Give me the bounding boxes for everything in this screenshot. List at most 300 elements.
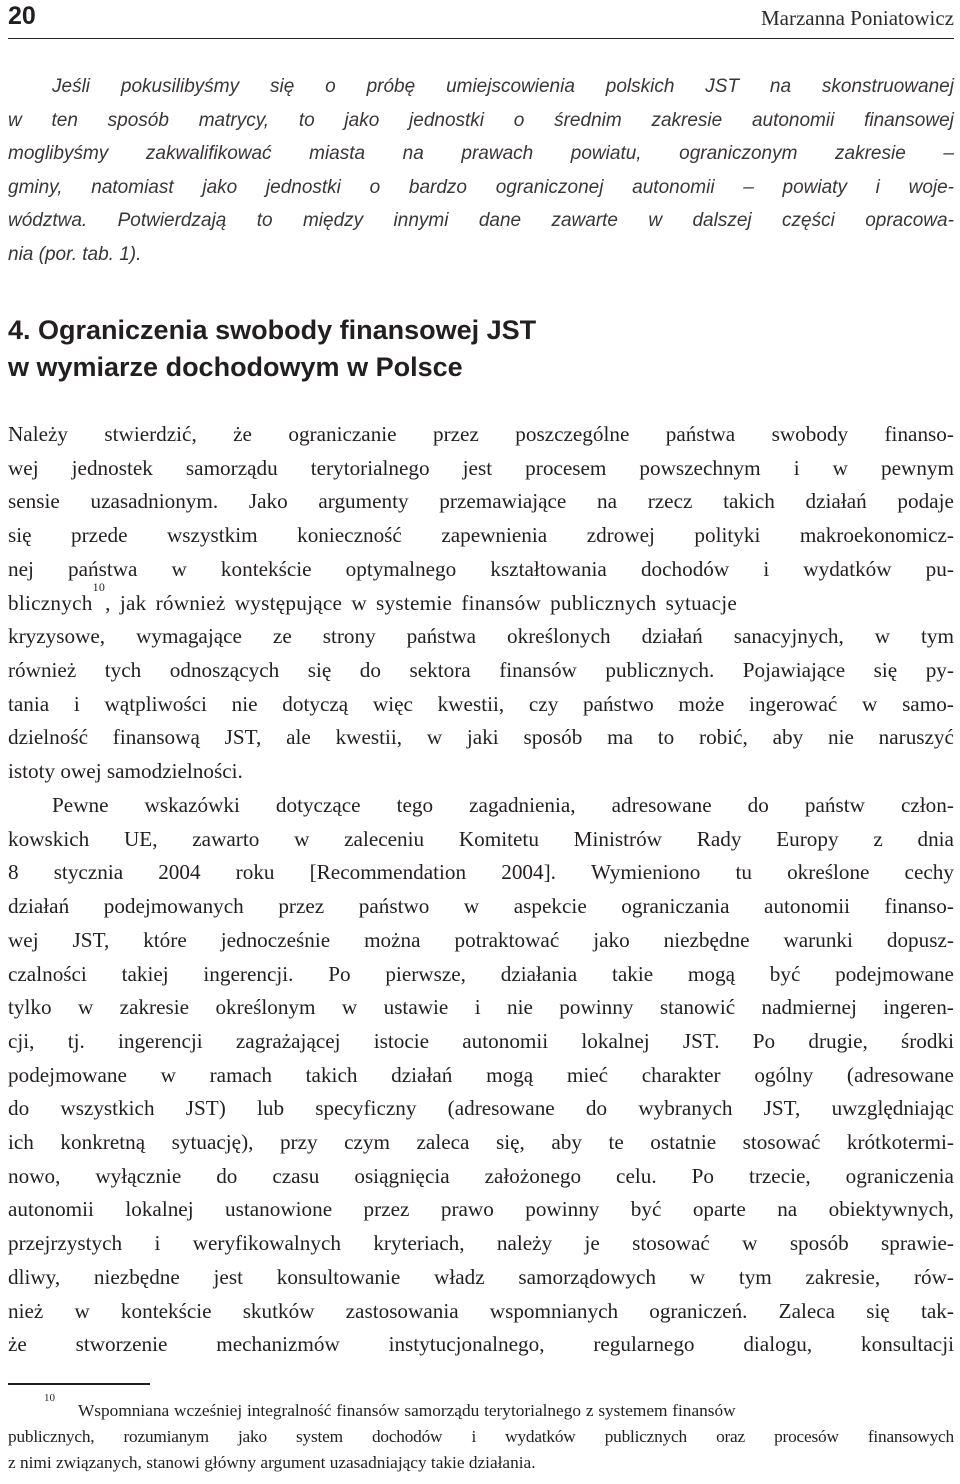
word: w <box>648 210 663 231</box>
word: to <box>256 210 273 231</box>
word: opracowa- <box>865 210 954 231</box>
word: kwestii, <box>437 691 505 716</box>
word: ostatnie <box>650 1130 717 1155</box>
word: sposób <box>523 725 583 750</box>
word: określonych <box>507 624 611 649</box>
word: ograniczenia <box>845 1163 954 1188</box>
word: wszystkich <box>60 1096 155 1121</box>
word: Wymieniono <box>591 860 701 885</box>
word: ogólny <box>754 1062 814 1087</box>
word: w <box>742 1231 758 1256</box>
word: obiektywnych, <box>828 1197 954 1222</box>
word: konsultacji <box>861 1332 954 1357</box>
word: państwa <box>665 422 736 446</box>
footnote-reference[interactable]: 10 <box>92 579 106 594</box>
word: nież <box>8 1298 44 1323</box>
word: się, <box>495 1130 525 1155</box>
word: – <box>743 176 754 198</box>
word: założonego <box>484 1163 582 1188</box>
word: istocie <box>373 1028 430 1053</box>
word: do <box>8 1096 30 1121</box>
word: JST, <box>224 725 262 750</box>
text-line <box>8 1261 954 1295</box>
word: w <box>294 826 310 851</box>
word: zakresie <box>651 109 723 131</box>
word: powszechnym <box>639 455 761 480</box>
word: finansową <box>112 725 200 750</box>
word: celu. <box>616 1163 657 1188</box>
word: w <box>463 894 480 919</box>
word: procesów <box>774 1427 839 1446</box>
word: państw <box>804 793 865 817</box>
text-line <box>8 104 954 138</box>
word: Ministrów <box>573 826 662 851</box>
word: na <box>777 1197 798 1222</box>
word: w <box>689 1264 706 1289</box>
footnote-line: z nimi związanych, stanowi główny argument uzasadniający takie działania. <box>8 1453 536 1472</box>
word: między <box>302 210 364 231</box>
word: należy <box>496 1231 553 1256</box>
text-line <box>8 620 954 654</box>
word: państwa <box>67 556 138 581</box>
word: władz <box>434 1264 485 1289</box>
word: Europy <box>776 826 839 851</box>
word: aspekcie <box>513 894 587 919</box>
word: ramach <box>209 1062 272 1087</box>
word: nie <box>507 995 533 1020</box>
word: nowo, <box>8 1163 61 1188</box>
word: terytorialnego <box>310 455 430 480</box>
word: przemawiające <box>439 489 567 514</box>
word: strony <box>322 624 376 649</box>
word: publicznych, <box>8 1427 95 1446</box>
word: samorządowych <box>518 1264 657 1289</box>
word: lokalnej <box>125 1197 194 1222</box>
page-header <box>8 0 954 39</box>
word: ograniczonym <box>679 143 798 164</box>
word: się <box>270 76 295 97</box>
word: autonomii <box>764 894 850 919</box>
word: działania <box>500 961 578 986</box>
word: natomiast <box>91 176 174 198</box>
word: średnim <box>554 109 622 131</box>
word: podejmowane <box>8 1062 127 1087</box>
word: Po <box>752 1028 776 1053</box>
word: wydatków <box>505 1427 576 1446</box>
word: państwo <box>583 691 654 716</box>
text-fragment: , jak również występujące w systemie finansów publicznych sytuacje <box>105 590 738 615</box>
word: stworzenie <box>75 1332 168 1357</box>
word: oraz <box>716 1427 745 1446</box>
word: mieć <box>566 1062 609 1087</box>
word: gminy, <box>8 176 63 198</box>
word: które <box>143 927 187 952</box>
word: próbę <box>366 76 416 97</box>
word: państwo <box>358 894 430 919</box>
word: Komitetu <box>458 826 539 851</box>
word: niezbędne <box>663 927 750 952</box>
word: wydatków <box>803 556 892 581</box>
word: i <box>793 455 800 480</box>
word: i <box>73 691 80 716</box>
word: JST) <box>185 1096 226 1121</box>
text-line <box>8 1295 954 1329</box>
word: tego <box>396 793 434 817</box>
word: 8 <box>8 860 19 885</box>
word: być <box>769 961 801 986</box>
text-line <box>8 1092 954 1126</box>
word: ograniczania <box>621 894 730 919</box>
word: przede <box>71 523 128 548</box>
word: moglibyśmy <box>8 143 109 164</box>
word: ustanowione <box>225 1197 333 1222</box>
word: innymi <box>393 210 449 231</box>
word: powiaty <box>782 176 847 198</box>
word: finanso- <box>884 894 954 919</box>
word: polityki <box>694 523 761 548</box>
word: się <box>8 523 32 548</box>
word: charakter <box>641 1062 721 1087</box>
word: samorządu <box>185 455 278 480</box>
word: i <box>875 176 880 198</box>
word: kowskich <box>8 826 90 851</box>
word: takie <box>611 961 654 986</box>
text-line: istoty owej samodzielności. <box>8 759 243 784</box>
word: ze <box>272 624 292 649</box>
word: sposób <box>789 1231 849 1256</box>
word: czym <box>344 1130 391 1155</box>
word: mogą <box>687 961 735 986</box>
text-line <box>8 1160 954 1194</box>
word: JST, <box>763 1096 801 1121</box>
text-line <box>8 1126 954 1160</box>
text-line <box>8 70 954 104</box>
word: w <box>77 995 94 1020</box>
word: (adresowane <box>846 1062 954 1087</box>
word: UE, <box>123 826 158 851</box>
word: ale <box>286 725 311 750</box>
word: działań <box>641 624 703 649</box>
word: na <box>597 489 618 514</box>
word: robić, <box>699 725 748 750</box>
word: bardzo <box>408 176 467 198</box>
word: takich <box>305 1062 358 1087</box>
word: konkretną <box>60 1130 146 1155</box>
word: wej <box>8 455 39 480</box>
word: Pewne <box>52 793 109 817</box>
word: sytuację), <box>171 1130 254 1155</box>
word: zakresie <box>835 143 906 164</box>
word: dotyczące <box>275 793 361 817</box>
word: pu- <box>925 556 954 581</box>
word: warunki <box>783 927 853 952</box>
word: państwa <box>406 624 477 649</box>
word: system <box>296 1427 343 1446</box>
word: ograniczonej <box>495 176 604 198</box>
word: sanacyjnych, <box>733 624 844 649</box>
text-line: nia (por. tab. 1). <box>8 243 142 265</box>
word: weryfikowalnych <box>192 1231 341 1256</box>
word: osiągnięcia <box>354 1163 450 1188</box>
word: dzielność <box>8 725 89 750</box>
word: wątpliwości <box>104 691 207 716</box>
word: stanowić <box>659 995 736 1020</box>
word: zaleca <box>416 1130 470 1155</box>
word: określonym <box>215 995 316 1020</box>
word: JST <box>705 76 740 97</box>
word: również <box>8 657 77 682</box>
word: przy <box>279 1130 318 1155</box>
text-line <box>8 485 954 519</box>
word: działań <box>805 489 867 514</box>
word: skutków <box>242 1298 315 1323</box>
word: miasta <box>309 143 366 164</box>
word: działań <box>391 1062 453 1087</box>
word: wszystkim <box>166 523 258 548</box>
footnote-line: 10 Wspomniana wcześniej integralność finansów samorządu terytorialnego z systemem finansów <box>8 1398 954 1424</box>
word: finansów <box>499 657 577 682</box>
text-line <box>8 418 954 452</box>
word: czalności <box>8 961 87 986</box>
word: Należy <box>8 422 68 446</box>
word: w <box>341 995 358 1020</box>
word: Zaleca <box>778 1298 836 1323</box>
word: zakresie <box>119 995 190 1020</box>
word: być <box>630 1197 662 1222</box>
footnote-line <box>8 1424 954 1450</box>
word: oparte <box>692 1197 746 1222</box>
text-fragment: blicznych <box>8 590 93 615</box>
text-line <box>8 171 954 205</box>
word: jest <box>213 1264 243 1289</box>
word: je <box>584 1231 600 1256</box>
word: sektora <box>409 657 471 682</box>
word: odnoszących <box>169 657 280 682</box>
word: działań <box>8 894 70 919</box>
word: sprawie- <box>881 1231 954 1256</box>
word: podaje <box>897 489 954 514</box>
word: zagrażającej <box>235 1028 341 1053</box>
word: w <box>874 624 891 649</box>
word: środki <box>900 1028 954 1053</box>
word: w <box>171 556 187 581</box>
word: człon- <box>900 793 954 817</box>
word: pewnym <box>881 455 954 480</box>
word: aby <box>551 1130 582 1155</box>
word: powiatu, <box>570 143 642 164</box>
section-heading <box>8 312 954 386</box>
word: tj. <box>67 1028 85 1053</box>
word: cji, <box>8 1028 35 1053</box>
text-line <box>8 688 954 722</box>
word: zastosowania <box>345 1298 459 1323</box>
word: dane <box>478 210 522 231</box>
word: dnia <box>917 826 954 851</box>
word: makroekonomicz- <box>799 523 954 548</box>
text-line <box>8 1059 954 1093</box>
word: stosować <box>632 1231 710 1256</box>
word: wskazówki <box>144 793 240 817</box>
word: konieczność <box>297 523 402 548</box>
word: w <box>160 1062 176 1087</box>
word: może <box>678 691 725 716</box>
text-line <box>8 721 954 755</box>
word: instytucjonalnego, <box>388 1332 545 1357</box>
word: aby <box>772 725 804 750</box>
word: nej <box>8 556 34 581</box>
word: do <box>585 1096 608 1121</box>
word: wspomnianych <box>489 1298 619 1323</box>
word: można <box>364 927 421 952</box>
word: kontekście <box>220 556 312 581</box>
word: powinny <box>525 1197 600 1222</box>
word: się <box>307 657 332 682</box>
word: zapewnienia <box>441 523 548 548</box>
word: tym <box>738 1264 772 1289</box>
word: nadmiernej <box>761 995 857 1020</box>
text-line <box>8 924 954 958</box>
word: kształtowania <box>490 556 607 581</box>
word: wybranych <box>638 1096 733 1121</box>
word: mogą <box>486 1062 534 1087</box>
word: tania <box>8 691 50 716</box>
word: finansowej <box>864 109 954 131</box>
text-line <box>8 1328 954 1362</box>
word: sposób <box>107 109 169 131</box>
word: pierwsze, <box>385 961 466 986</box>
word: 2004 <box>158 860 201 885</box>
text-line <box>8 890 954 924</box>
text-line <box>8 519 954 553</box>
word: części <box>782 210 835 231</box>
word: Potwierdzają <box>117 210 227 231</box>
word: JST. <box>682 1028 720 1053</box>
word: samo- <box>902 691 954 716</box>
word: że <box>233 422 252 446</box>
word: Rady <box>696 826 742 851</box>
word: adresowane <box>611 793 712 817</box>
word: procesem <box>525 455 607 480</box>
word: się <box>866 1298 890 1323</box>
word: ograniczeń. <box>649 1298 748 1323</box>
word: stosować <box>742 1130 821 1155</box>
text-line <box>8 789 954 823</box>
word: ustawie <box>383 995 449 1020</box>
word: przejrzystych <box>8 1231 123 1256</box>
word: tak- <box>920 1298 954 1323</box>
word: do <box>216 1163 238 1188</box>
word: jednostki <box>265 176 341 198</box>
word: zawarte <box>551 210 618 231</box>
word: optymalnego <box>345 556 457 581</box>
word: rozumianym <box>123 1427 209 1446</box>
word: publicznych <box>604 1427 687 1446</box>
word: że <box>8 1332 27 1357</box>
word: tych <box>104 657 142 682</box>
word: 2004]. <box>501 860 556 885</box>
word: kwestii, <box>335 725 403 750</box>
word: się <box>873 657 898 682</box>
word: ma <box>607 725 633 750</box>
word: i <box>471 1427 477 1446</box>
word: dochodów <box>640 556 730 581</box>
word: czy <box>528 691 559 716</box>
word: publicznych. <box>605 657 715 682</box>
word: jako <box>237 1427 267 1446</box>
word: kryteriach, <box>373 1231 465 1256</box>
word: drugie, <box>808 1028 868 1053</box>
word: przez <box>363 1197 410 1222</box>
word: jako <box>202 176 238 198</box>
word: ograniczanie <box>288 422 397 446</box>
word: podejmowane <box>835 961 954 986</box>
body-paragraph-2 <box>8 789 954 1362</box>
word: więc <box>372 691 413 716</box>
word: to <box>657 725 675 750</box>
text-line <box>8 1025 954 1059</box>
text-line <box>8 204 954 238</box>
word: tym <box>921 624 954 649</box>
word: dialogu, <box>743 1332 813 1357</box>
word: prawo <box>440 1197 494 1222</box>
text-line <box>8 991 954 1025</box>
word: w <box>832 455 848 480</box>
word: Jako <box>248 489 288 514</box>
word: na <box>402 143 424 164</box>
page-number: 20 <box>8 2 36 30</box>
section-heading-line: w wymiarze dochodowym w Polsce <box>8 352 463 382</box>
word: zakresie, <box>805 1264 881 1289</box>
word: pokusilibyśmy <box>120 76 240 97</box>
word: podejmowanych <box>103 894 244 919</box>
word: umiejscowienia <box>446 76 575 97</box>
word: Po <box>328 961 351 986</box>
word: wej <box>8 927 39 952</box>
word: finansowych <box>867 1427 954 1446</box>
body-paragraph-1 <box>8 418 954 789</box>
intro-paragraph <box>8 70 954 271</box>
word: takich <box>723 489 775 514</box>
word: dochodów <box>371 1427 443 1446</box>
word: lokalnej <box>581 1028 650 1053</box>
footnote-separator <box>8 1383 150 1385</box>
text-line-with-footnote <box>8 579 954 621</box>
footnote-text: Wspomniana wcześniej integralność finansów samorządu terytorialnego z systemem finansów <box>78 1401 736 1420</box>
text-line <box>8 654 954 688</box>
word: cechy <box>904 860 954 885</box>
word: zakwalifikować <box>145 143 272 164</box>
word: tylko <box>8 995 52 1020</box>
text-line <box>8 452 954 486</box>
word: rów- <box>913 1264 954 1289</box>
word: argumenty <box>318 489 409 514</box>
running-head-author: Marzanna Poniatowicz <box>760 6 954 30</box>
word: takiej <box>121 961 169 986</box>
word: rzecz <box>647 489 693 514</box>
word: ingerencji. <box>203 961 294 986</box>
text-line <box>8 1193 954 1227</box>
word: i <box>154 1231 161 1256</box>
word: w <box>426 725 443 750</box>
text-line <box>8 1227 954 1261</box>
word: stwierdzić, <box>104 422 197 446</box>
word: dliwy, <box>8 1264 61 1289</box>
word: – <box>943 143 954 164</box>
word: dalszej <box>692 210 752 231</box>
section-heading-line: 4. Ograniczenia swobody finansowej JST <box>8 315 537 345</box>
word: potraktować <box>454 927 560 952</box>
word: woje- <box>908 176 954 198</box>
